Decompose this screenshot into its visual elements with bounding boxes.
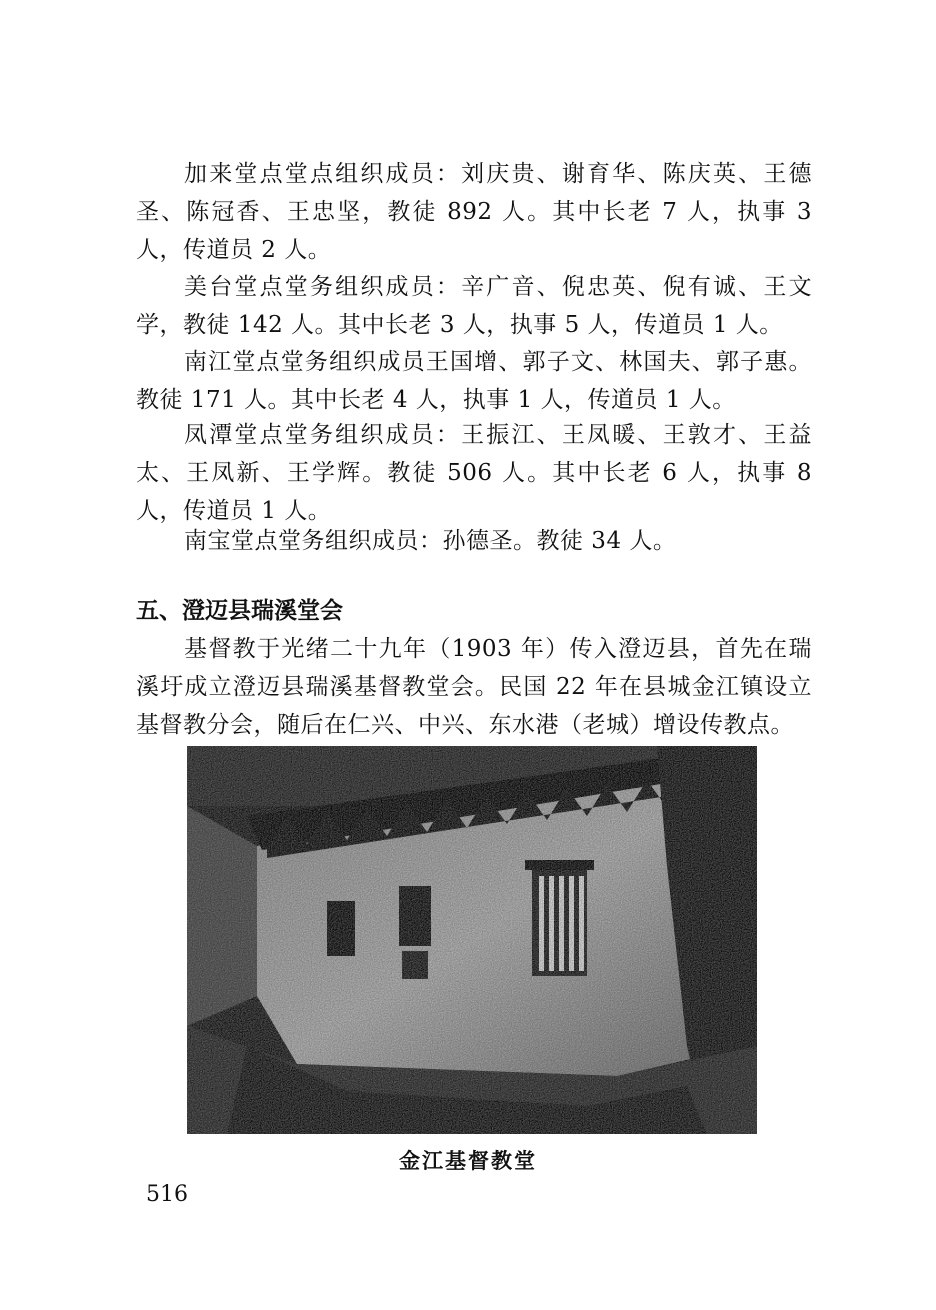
paragraph-history: 基督教于光绪二十九年（1903 年）传入澄迈县，首先在瑞溪圩成立澄迈县瑞溪基督教堂会。民国 22 年在县城金江镇设立基督教分会，随后在仁兴、中兴、东水港（老城）增设传教点。 xyxy=(136,636,812,738)
paragraph-fengtan: 凤潭堂点堂务组织成员：王振江、王凤暖、王敦才、王益太、王凤新、王学辉。教徒 506 人。其中长老 6 人，执事 8 人，传道员 1 人。 xyxy=(136,422,812,524)
page-number: 516 xyxy=(146,1182,188,1207)
paragraph-nanbao: 南宝堂点堂务组织成员：孙德圣。教徒 34 人。 xyxy=(184,528,677,554)
paragraph-jialai: 加来堂点堂点组织成员：刘庆贵、谢育华、陈庆英、王德圣、陈冠香、王忠坚，教徒 892 人。其中长老 7 人，执事 3 人，传道员 2 人。 xyxy=(136,161,812,263)
church-photo xyxy=(187,746,757,1134)
section-heading: 五、澄迈县瑞溪堂会 xyxy=(136,598,343,624)
figure-caption: 金江基督教堂 xyxy=(399,1148,537,1173)
paragraph-meitai: 美台堂点堂务组织成员：辛广音、倪忠英、倪有诚、王文学，教徒 142 人。其中长老 3 人，执事 5 人，传道员 1 人。 xyxy=(136,274,812,338)
paragraph-nanjiang: 南江堂点堂务组织成员王国增、郭子文、林国夫、郭子惠。教徒 171 人。其中长老 4 人，执事 1 人，传道员 1 人。 xyxy=(136,349,812,413)
church-photo-illustration xyxy=(187,746,757,1134)
